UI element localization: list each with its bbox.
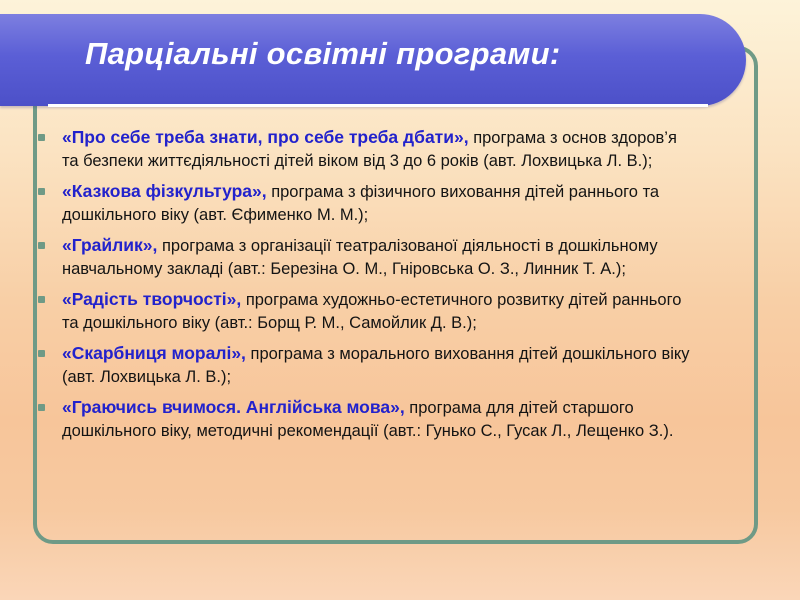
program-title: «Скарбниця моралі», [62, 343, 246, 363]
program-title: «Граючись вчимося. Англійська мова», [62, 397, 405, 417]
bullet-icon [38, 188, 45, 195]
program-title: «Радість творчості», [62, 289, 242, 309]
bullet-icon [38, 134, 45, 141]
program-title: «Грайлик», [62, 235, 158, 255]
bullet-icon [38, 350, 45, 357]
bullet-icon [38, 242, 45, 249]
program-description: програма з морального виховання дітей дошкільного віку (авт. Лохвицька Л. В.); [62, 345, 690, 386]
program-list [38, 126, 698, 450]
bullet-icon [38, 404, 45, 411]
slide-title: Парціальні освітні програми: [85, 36, 561, 71]
program-title: «Про себе треба знати, про себе треба дбати», [62, 127, 469, 147]
bullet-icon [38, 296, 45, 303]
list-item [38, 396, 698, 443]
list-item [38, 180, 698, 227]
program-description: програма художньо-естетичного розвитку дітей раннього та дошкільного віку (авт.: Борщ Р. М., Самойлик Д. В.); [62, 291, 682, 332]
list-item [38, 288, 698, 335]
program-description: програма з організації театралізованої діяльності в дошкільному навчальному закладі (авт.: Березіна О. М., Гніровська О. З., Линник Т. А.); [62, 237, 658, 278]
title-underline [48, 104, 708, 107]
program-description: програма для дітей старшого дошкільного віку, методичні рекомендації (авт.: Гунько С., Гусак Л., Лещенко З.). [62, 399, 674, 440]
list-item [38, 342, 698, 389]
program-description: програма з фізичного виховання дітей раннього та дошкільного віку (авт. Єфименко М. М.); [62, 183, 660, 224]
program-title: «Казкова фізкультура», [62, 181, 267, 201]
program-description: програма з основ здоров’я та безпеки життєдіяльності дітей віком від 3 до 6 років (авт. Лохвицька Л. В.); [62, 129, 677, 170]
list-item [38, 234, 698, 281]
list-item [38, 126, 698, 173]
